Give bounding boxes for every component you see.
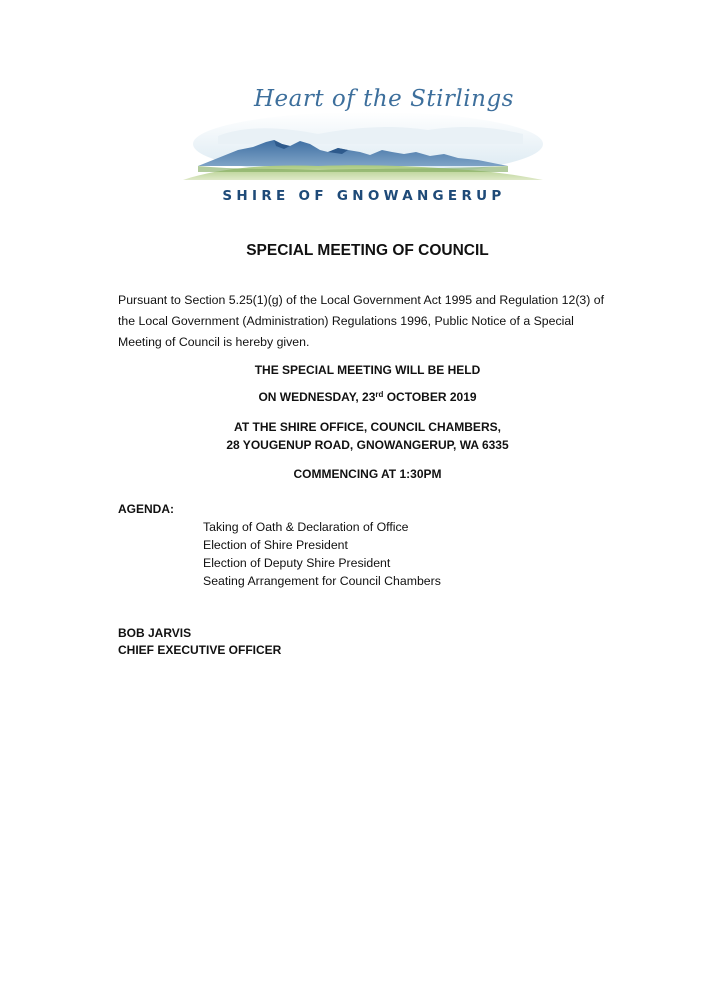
meeting-held-line: THE SPECIAL MEETING WILL BE HELD	[254, 363, 481, 377]
page-title: SPECIAL MEETING OF COUNCIL	[246, 242, 489, 259]
location-line-1: AT THE SHIRE OFFICE, COUNCIL CHAMBERS,	[234, 420, 501, 434]
agenda-item: Taking of Oath & Declaration of Office	[203, 520, 409, 534]
date-prefix: ON WEDNESDAY, 23	[258, 390, 376, 404]
agenda-item: Election of Shire President	[203, 538, 348, 552]
agenda-item: Election of Deputy Shire President	[203, 556, 391, 570]
shire-logo	[178, 84, 550, 210]
location-line-2: 28 YOUGENUP ROAD, GNOWANGERUP, WA 6335	[226, 438, 509, 452]
logo-script-text: Heart of the Stirlings	[254, 86, 514, 112]
signatory-name: BOB JARVIS	[118, 626, 192, 640]
signature-block	[118, 625, 281, 659]
meeting-location	[0, 418, 708, 454]
logo-shire-name: SHIRE OF GNOWANGERUP	[222, 188, 506, 204]
signatory-position: CHIEF EXECUTIVE OFFICER	[118, 643, 282, 657]
meeting-date-line	[0, 388, 708, 406]
agenda-item: Seating Arrangement for Council Chambers	[203, 574, 441, 588]
date-rest: OCTOBER 2019	[383, 390, 477, 404]
meeting-start-time: COMMENCING AT 1:30PM	[293, 467, 442, 481]
agenda-list	[203, 518, 441, 590]
agenda-label: AGENDA:	[118, 502, 174, 516]
date-ordinal-suffix: rd	[375, 390, 384, 399]
intro-paragraph: Pursuant to Section 5.25(1)(g) of the Local Government Act 1995 and Regulation 12(3) of the Local Government (Administration) Regulations 1996, Public Notice of a Special Meeting of Council is hereby given.	[118, 293, 605, 349]
